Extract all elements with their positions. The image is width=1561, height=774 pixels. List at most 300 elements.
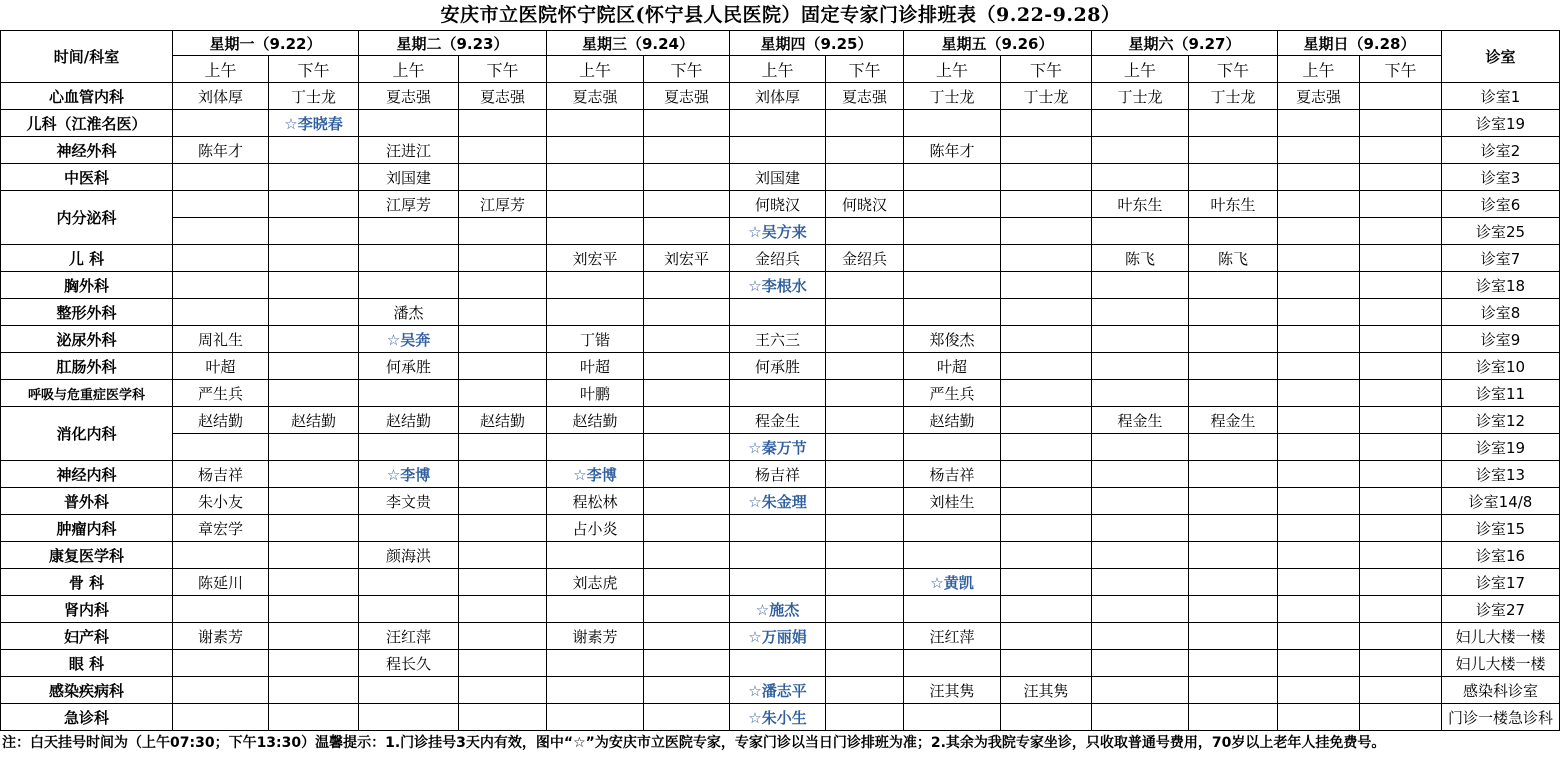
- doctor-cell: [269, 137, 359, 164]
- department-name: 内分泌科: [1, 191, 173, 245]
- room-cell: 诊室16: [1442, 542, 1560, 569]
- doctor-cell: [269, 623, 359, 650]
- doctor-cell: [904, 434, 1001, 461]
- doctor-cell: [1189, 623, 1278, 650]
- department-name: 泌尿外科: [1, 326, 173, 353]
- doctor-cell: ☆潘志平: [730, 677, 826, 704]
- schedule-row: [1, 650, 1560, 677]
- doctor-cell: [1092, 110, 1189, 137]
- doctor-cell: 汪其隽: [1001, 677, 1092, 704]
- doctor-cell: [1360, 569, 1442, 596]
- doctor-cell: [459, 596, 547, 623]
- doctor-cell: [904, 272, 1001, 299]
- doctor-cell: [1360, 353, 1442, 380]
- doctor-cell: [1001, 650, 1092, 677]
- doctor-cell: 谢素芳: [173, 623, 269, 650]
- doctor-cell: [1278, 137, 1360, 164]
- doctor-cell: ☆朱小生: [730, 704, 826, 731]
- doctor-cell: [1278, 569, 1360, 596]
- department-name: 心血管内科: [1, 83, 173, 110]
- doctor-cell: [644, 380, 730, 407]
- doctor-cell: 谢素芳: [547, 623, 644, 650]
- doctor-cell: ☆秦万节: [730, 434, 826, 461]
- am-header: 上午: [1092, 56, 1189, 83]
- doctor-cell: [1278, 677, 1360, 704]
- doctor-cell: [269, 272, 359, 299]
- doctor-cell: [1189, 218, 1278, 245]
- room-cell: 诊室9: [1442, 326, 1560, 353]
- doctor-cell: [547, 542, 644, 569]
- doctor-cell: ☆李根水: [730, 272, 826, 299]
- doctor-cell: [1092, 488, 1189, 515]
- doctor-cell: 叶东生: [1092, 191, 1189, 218]
- doctor-cell: [904, 650, 1001, 677]
- doctor-cell: [547, 677, 644, 704]
- doctor-cell: [1001, 353, 1092, 380]
- schedule-row: [1, 542, 1560, 569]
- department-name: 整形外科: [1, 299, 173, 326]
- doctor-cell: [1278, 353, 1360, 380]
- footer-note: 注：白天挂号时间为（上午07:30；下午13:30）温馨提示：1.门诊挂号3天内有效，图中“☆”为安庆市立医院专家，专家门诊以当日门诊排班为准；2.其余为我院专家坐诊，只收取普通号费用，70岁以上老年人挂免费号。: [2, 735, 1386, 751]
- doctor-cell: [359, 380, 459, 407]
- doctor-cell: [1360, 623, 1442, 650]
- doctor-cell: 叶超: [173, 353, 269, 380]
- doctor-cell: [1189, 137, 1278, 164]
- doctor-cell: 朱小友: [173, 488, 269, 515]
- doctor-cell: [459, 623, 547, 650]
- day-header: 星期四（9.25）: [730, 31, 904, 56]
- doctor-cell: [547, 434, 644, 461]
- doctor-cell: 何晓汉: [730, 191, 826, 218]
- doctor-cell: [459, 461, 547, 488]
- doctor-cell: [1360, 191, 1442, 218]
- doctor-cell: [644, 461, 730, 488]
- schedule-row: [1, 380, 1560, 407]
- doctor-cell: 程金生: [1092, 407, 1189, 434]
- doctor-cell: [1001, 596, 1092, 623]
- room-cell: 诊室19: [1442, 434, 1560, 461]
- room-cell: 诊室6: [1442, 191, 1560, 218]
- doctor-cell: [1360, 110, 1442, 137]
- doctor-cell: [269, 164, 359, 191]
- doctor-cell: [904, 704, 1001, 731]
- day-header: 星期五（9.26）: [904, 31, 1092, 56]
- doctor-cell: 叶鹏: [547, 380, 644, 407]
- doctor-cell: 占小炎: [547, 515, 644, 542]
- doctor-cell: 丁士龙: [904, 83, 1001, 110]
- doctor-cell: [1278, 542, 1360, 569]
- doctor-cell: [1189, 326, 1278, 353]
- doctor-cell: 丁士龙: [269, 83, 359, 110]
- doctor-cell: [1189, 461, 1278, 488]
- schedule-row: [1, 272, 1560, 299]
- doctor-cell: ☆李博: [547, 461, 644, 488]
- doctor-cell: [547, 191, 644, 218]
- doctor-cell: 赵结勤: [904, 407, 1001, 434]
- doctor-cell: [644, 677, 730, 704]
- doctor-cell: [1189, 380, 1278, 407]
- doctor-cell: 夏志强: [459, 83, 547, 110]
- doctor-cell: [1001, 542, 1092, 569]
- doctor-cell: [1360, 83, 1442, 110]
- doctor-cell: [1092, 650, 1189, 677]
- header-row-halfday: [1, 56, 1560, 83]
- doctor-cell: [173, 191, 269, 218]
- doctor-cell: [1278, 434, 1360, 461]
- doctor-cell: 严生兵: [173, 380, 269, 407]
- doctor-cell: [644, 704, 730, 731]
- doctor-cell: [1189, 650, 1278, 677]
- doctor-cell: [644, 218, 730, 245]
- doctor-cell: [1189, 272, 1278, 299]
- doctor-cell: [1189, 353, 1278, 380]
- doctor-cell: [459, 542, 547, 569]
- doctor-cell: [1189, 299, 1278, 326]
- doctor-cell: [730, 137, 826, 164]
- schedule-row: [1, 596, 1560, 623]
- doctor-cell: [269, 677, 359, 704]
- doctor-cell: [644, 191, 730, 218]
- header-row-days: [1, 31, 1560, 56]
- doctor-cell: ☆万丽娟: [730, 623, 826, 650]
- doctor-cell: [1001, 515, 1092, 542]
- doctor-cell: 赵结勤: [173, 407, 269, 434]
- doctor-cell: [269, 191, 359, 218]
- doctor-cell: [1092, 218, 1189, 245]
- doctor-cell: [269, 380, 359, 407]
- doctor-cell: [173, 542, 269, 569]
- pm-header: 下午: [644, 56, 730, 83]
- am-header: 上午: [1278, 56, 1360, 83]
- doctor-cell: [1360, 488, 1442, 515]
- doctor-cell: [359, 596, 459, 623]
- doctor-cell: [730, 299, 826, 326]
- doctor-cell: [1092, 137, 1189, 164]
- doctor-cell: [826, 164, 904, 191]
- doctor-cell: [904, 164, 1001, 191]
- doctor-cell: [173, 218, 269, 245]
- am-header: 上午: [173, 56, 269, 83]
- room-cell: 诊室17: [1442, 569, 1560, 596]
- department-name: 感染疾病科: [1, 677, 173, 704]
- doctor-cell: 叶东生: [1189, 191, 1278, 218]
- doctor-cell: [1278, 272, 1360, 299]
- doctor-cell: [730, 110, 826, 137]
- department-name: 眼 科: [1, 650, 173, 677]
- day-header: 星期六（9.27）: [1092, 31, 1278, 56]
- doctor-cell: [359, 569, 459, 596]
- doctor-cell: [1092, 272, 1189, 299]
- doctor-cell: [1278, 218, 1360, 245]
- doctor-cell: [826, 704, 904, 731]
- doctor-cell: [1360, 596, 1442, 623]
- schedule-row: [1, 353, 1560, 380]
- doctor-cell: [547, 110, 644, 137]
- room-cell: 妇儿大楼一楼: [1442, 650, 1560, 677]
- doctor-cell: [1278, 191, 1360, 218]
- am-header: 上午: [730, 56, 826, 83]
- doctor-cell: 何承胜: [730, 353, 826, 380]
- doctor-cell: [1278, 596, 1360, 623]
- pm-header: 下午: [269, 56, 359, 83]
- doctor-cell: ☆朱金理: [730, 488, 826, 515]
- room-header: 诊室: [1442, 31, 1560, 83]
- room-cell: 诊室8: [1442, 299, 1560, 326]
- doctor-cell: 赵结勤: [459, 407, 547, 434]
- doctor-cell: 江厚芳: [459, 191, 547, 218]
- room-cell: 诊室10: [1442, 353, 1560, 380]
- corner-header: 时间/科室: [1, 31, 173, 83]
- doctor-cell: 杨吉祥: [730, 461, 826, 488]
- doctor-cell: [826, 272, 904, 299]
- doctor-cell: [730, 569, 826, 596]
- doctor-cell: [1278, 407, 1360, 434]
- doctor-cell: [1189, 110, 1278, 137]
- doctor-cell: [173, 110, 269, 137]
- am-header: 上午: [904, 56, 1001, 83]
- doctor-cell: [826, 326, 904, 353]
- department-name: 神经外科: [1, 137, 173, 164]
- doctor-cell: 刘桂生: [904, 488, 1001, 515]
- doctor-cell: 赵结勤: [359, 407, 459, 434]
- department-name: 儿 科: [1, 245, 173, 272]
- doctor-cell: [1001, 164, 1092, 191]
- doctor-cell: [1278, 110, 1360, 137]
- doctor-cell: [269, 245, 359, 272]
- doctor-cell: [1092, 542, 1189, 569]
- room-cell: 诊室14/8: [1442, 488, 1560, 515]
- doctor-cell: 杨吉祥: [904, 461, 1001, 488]
- doctor-cell: 周礼生: [173, 326, 269, 353]
- doctor-cell: [547, 650, 644, 677]
- department-name: 肿瘤内科: [1, 515, 173, 542]
- doctor-cell: [644, 596, 730, 623]
- schedule-row: [1, 434, 1560, 461]
- doctor-cell: [459, 272, 547, 299]
- doctor-cell: [1278, 704, 1360, 731]
- doctor-cell: 夏志强: [547, 83, 644, 110]
- doctor-cell: 刘国建: [730, 164, 826, 191]
- room-cell: 感染科诊室: [1442, 677, 1560, 704]
- doctor-cell: [1001, 380, 1092, 407]
- doctor-cell: [1001, 245, 1092, 272]
- room-cell: 诊室15: [1442, 515, 1560, 542]
- department-name: 中医科: [1, 164, 173, 191]
- doctor-cell: [644, 299, 730, 326]
- doctor-cell: [269, 488, 359, 515]
- doctor-cell: 刘体厚: [173, 83, 269, 110]
- department-name: 消化内科: [1, 407, 173, 461]
- day-header: 星期日（9.28）: [1278, 31, 1442, 56]
- schedule-table: [0, 30, 1560, 731]
- doctor-cell: [644, 326, 730, 353]
- doctor-cell: [644, 164, 730, 191]
- doctor-cell: [644, 569, 730, 596]
- doctor-cell: [826, 407, 904, 434]
- schedule-row: [1, 299, 1560, 326]
- doctor-cell: [547, 164, 644, 191]
- doctor-cell: [269, 461, 359, 488]
- doctor-cell: [269, 434, 359, 461]
- doctor-cell: [730, 380, 826, 407]
- doctor-cell: 夏志强: [644, 83, 730, 110]
- doctor-cell: 丁士龙: [1092, 83, 1189, 110]
- department-name: 胸外科: [1, 272, 173, 299]
- doctor-cell: [904, 542, 1001, 569]
- doctor-cell: [459, 380, 547, 407]
- doctor-cell: 赵结勤: [547, 407, 644, 434]
- doctor-cell: [1360, 407, 1442, 434]
- doctor-cell: [1092, 299, 1189, 326]
- schedule-row: [1, 218, 1560, 245]
- doctor-cell: [1092, 461, 1189, 488]
- doctor-cell: [730, 650, 826, 677]
- doctor-cell: [547, 596, 644, 623]
- room-cell: 门诊一楼急诊科: [1442, 704, 1560, 731]
- doctor-cell: [1360, 704, 1442, 731]
- doctor-cell: [1189, 569, 1278, 596]
- doctor-cell: ☆李晓春: [269, 110, 359, 137]
- doctor-cell: 汪其隽: [904, 677, 1001, 704]
- doctor-cell: [644, 353, 730, 380]
- doctor-cell: 何承胜: [359, 353, 459, 380]
- doctor-cell: [459, 353, 547, 380]
- doctor-cell: [173, 164, 269, 191]
- am-header: 上午: [359, 56, 459, 83]
- doctor-cell: [904, 515, 1001, 542]
- doctor-cell: [173, 677, 269, 704]
- doctor-cell: 汪红萍: [359, 623, 459, 650]
- doctor-cell: ☆黄凯: [904, 569, 1001, 596]
- doctor-cell: [644, 650, 730, 677]
- doctor-cell: [459, 218, 547, 245]
- doctor-cell: [1278, 623, 1360, 650]
- doctor-cell: 金绍兵: [730, 245, 826, 272]
- doctor-cell: 金绍兵: [826, 245, 904, 272]
- doctor-cell: [1360, 515, 1442, 542]
- doctor-cell: [173, 704, 269, 731]
- doctor-cell: [173, 299, 269, 326]
- room-cell: 诊室3: [1442, 164, 1560, 191]
- department-name: 普外科: [1, 488, 173, 515]
- department-name: 肛肠外科: [1, 353, 173, 380]
- doctor-cell: [269, 542, 359, 569]
- doctor-cell: [826, 650, 904, 677]
- doctor-cell: [459, 650, 547, 677]
- department-name: 骨 科: [1, 569, 173, 596]
- pm-header: 下午: [1189, 56, 1278, 83]
- doctor-cell: [1360, 461, 1442, 488]
- doctor-cell: [644, 137, 730, 164]
- doctor-cell: [173, 434, 269, 461]
- doctor-cell: [1278, 515, 1360, 542]
- doctor-cell: [459, 515, 547, 542]
- doctor-cell: [644, 515, 730, 542]
- doctor-cell: 丁士龙: [1001, 83, 1092, 110]
- department-name: 呼吸与危重症医学科: [1, 380, 173, 407]
- doctor-cell: 陈飞: [1092, 245, 1189, 272]
- doctor-cell: 赵结勤: [269, 407, 359, 434]
- room-cell: 诊室12: [1442, 407, 1560, 434]
- doctor-cell: [459, 110, 547, 137]
- doctor-cell: [826, 515, 904, 542]
- schedule-row: [1, 461, 1560, 488]
- doctor-cell: 陈年才: [173, 137, 269, 164]
- department-name: 神经内科: [1, 461, 173, 488]
- doctor-cell: [1092, 569, 1189, 596]
- doctor-cell: [1360, 299, 1442, 326]
- doctor-cell: [1092, 326, 1189, 353]
- doctor-cell: [1278, 380, 1360, 407]
- department-name: 肾内科: [1, 596, 173, 623]
- doctor-cell: [1360, 650, 1442, 677]
- doctor-cell: [359, 434, 459, 461]
- doctor-cell: [1189, 542, 1278, 569]
- doctor-cell: [359, 110, 459, 137]
- day-header: 星期二（9.23）: [359, 31, 547, 56]
- doctor-cell: [459, 677, 547, 704]
- doctor-cell: [1189, 596, 1278, 623]
- schedule-row: [1, 704, 1560, 731]
- doctor-cell: [644, 272, 730, 299]
- doctor-cell: 程长久: [359, 650, 459, 677]
- doctor-cell: [1001, 137, 1092, 164]
- doctor-cell: [547, 272, 644, 299]
- doctor-cell: [459, 164, 547, 191]
- schedule-row: [1, 569, 1560, 596]
- doctor-cell: [1092, 596, 1189, 623]
- room-cell: 诊室7: [1442, 245, 1560, 272]
- doctor-cell: [826, 218, 904, 245]
- doctor-cell: [1278, 650, 1360, 677]
- doctor-cell: [826, 569, 904, 596]
- doctor-cell: [173, 650, 269, 677]
- doctor-cell: [1189, 164, 1278, 191]
- doctor-cell: [1092, 380, 1189, 407]
- doctor-cell: [359, 218, 459, 245]
- doctor-cell: ☆吴奔: [359, 326, 459, 353]
- doctor-cell: 夏志强: [1278, 83, 1360, 110]
- doctor-cell: [1001, 407, 1092, 434]
- doctor-cell: [1360, 380, 1442, 407]
- doctor-cell: [1092, 353, 1189, 380]
- doctor-cell: [1278, 245, 1360, 272]
- doctor-cell: [1092, 434, 1189, 461]
- schedule-row: [1, 164, 1560, 191]
- doctor-cell: [269, 704, 359, 731]
- doctor-cell: [1092, 164, 1189, 191]
- doctor-cell: [459, 569, 547, 596]
- doctor-cell: 郑俊杰: [904, 326, 1001, 353]
- doctor-cell: [1001, 569, 1092, 596]
- doctor-cell: 潘杰: [359, 299, 459, 326]
- doctor-cell: [359, 704, 459, 731]
- doctor-cell: [269, 299, 359, 326]
- department-name: 急诊科: [1, 704, 173, 731]
- doctor-cell: [1278, 299, 1360, 326]
- day-header: 星期三（9.24）: [547, 31, 730, 56]
- doctor-cell: 刘宏平: [547, 245, 644, 272]
- schedule-row: [1, 137, 1560, 164]
- doctor-cell: 汪进江: [359, 137, 459, 164]
- doctor-cell: 王六三: [730, 326, 826, 353]
- doctor-cell: [826, 623, 904, 650]
- doctor-cell: 刘体厚: [730, 83, 826, 110]
- doctor-cell: [1360, 272, 1442, 299]
- doctor-cell: [826, 110, 904, 137]
- doctor-cell: [1001, 704, 1092, 731]
- doctor-cell: [1001, 218, 1092, 245]
